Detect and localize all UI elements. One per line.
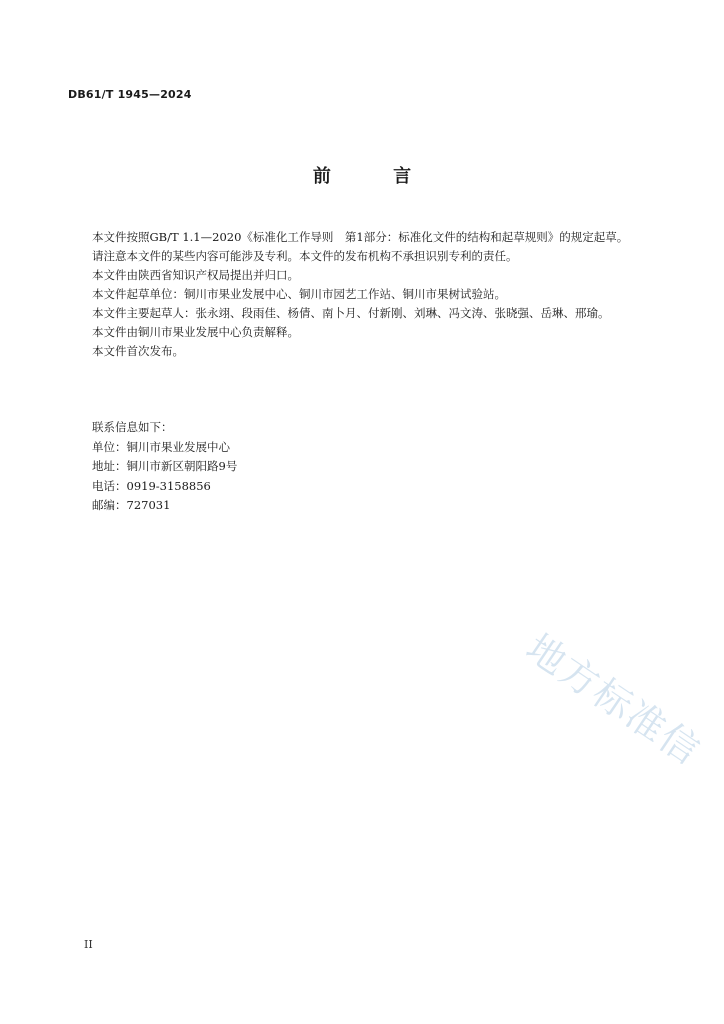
paragraph-proposer: 本文件由陕西省知识产权局提出并归口。 (92, 268, 299, 282)
paragraph-drafting-units: 本文件起草单位：铜川市果业发展中心、铜川市园艺工作站、铜川市果树试验站。 (92, 287, 506, 301)
contact-phone: 电话：0919-3158856 (92, 478, 211, 493)
watermark: 地方标准信 (518, 625, 709, 774)
paragraph-main-drafters: 本文件主要起草人：张永翊、段雨佳、杨倩、南卜月、付新刚、刘琳、冯文涛、张晓强、岳琳、邢瑜。 (92, 306, 610, 320)
paragraph-interpretation: 本文件由铜川市果业发展中心负责解释。 (92, 325, 299, 339)
contact-postcode: 邮编：727031 (92, 498, 171, 512)
contact-info (92, 418, 237, 516)
paragraph-patent-notice: 请注意本文件的某些内容可能涉及专利。本文件的发布机构不承担识别专利的责任。 (92, 249, 518, 263)
paragraph-first-release: 本文件首次发布。 (92, 344, 184, 358)
page-title: 前 言 (312, 166, 440, 187)
page-number: II (84, 938, 93, 951)
contact-heading: 联系信息如下： (92, 420, 173, 434)
contact-address: 地址：铜川市新区朝阳路9号 (92, 459, 238, 473)
contact-unit: 单位：铜川市果业发展中心 (92, 439, 230, 454)
foreword-body (68, 228, 640, 361)
paragraph-drafting-rules: 本文件按照GB/T 1.1—2020《标准化工作导则 第1部分：标准化文件的结构和起草规则》的规定起草。 (92, 230, 629, 244)
standard-code: DB61/T 1945—2024 (68, 88, 192, 101)
